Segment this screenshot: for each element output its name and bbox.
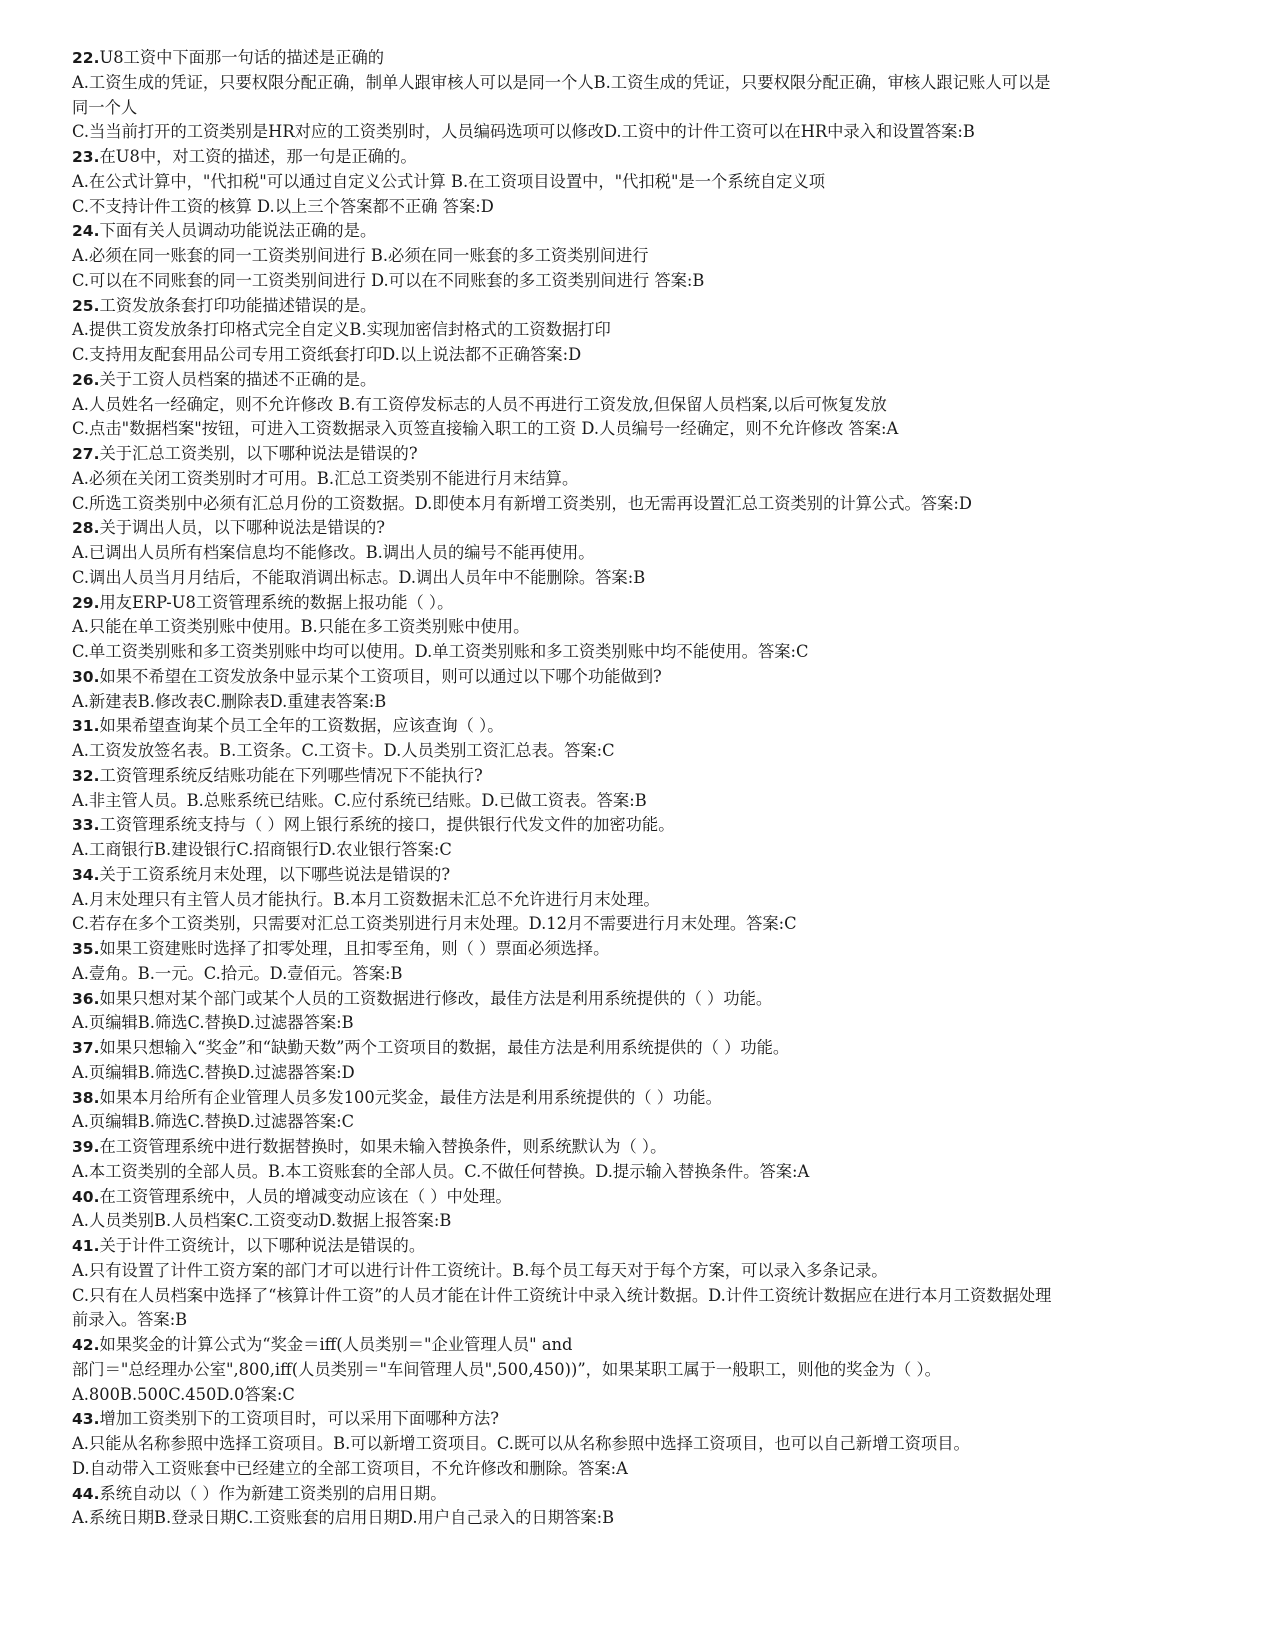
question-number: 22. — [72, 49, 100, 67]
answer-line: C.支持用友配套用品公司专用工资纸套打印D.以上说法都不正确答案:D — [72, 345, 582, 364]
answer-line: C.可以在不同账套的同一工资类别间进行 D.可以在不同账套的多工资类别间进行 答案:B — [72, 270, 705, 290]
answer-line: A.本工资类别的全部人员。B.本工资账套的全部人员。C.不做任何替换。D.提示输入替换条件。答案:A — [72, 1161, 810, 1181]
answer-line: A.只能在单工资类别账中使用。B.只能在多工资类别账中使用。 — [72, 617, 530, 637]
question-27 — [72, 442, 1207, 516]
answer-line: A.月末处理只有主管人员才能执行。B.本月工资数据未汇总不允许进行月末处理。 — [72, 889, 660, 909]
answer-line: A.页编辑B.筛选C.替换D.过滤器答案:D — [72, 1062, 355, 1082]
question-26 — [72, 368, 1207, 442]
answer-line: A.提供工资发放条打印格式完全自定义B.实现加密信封格式的工资数据打印 — [72, 320, 611, 340]
question-number: 44. — [72, 1484, 100, 1503]
question-29 — [72, 591, 1207, 665]
question-text: 34.关于工资系统月末处理，以下哪些说法是错误的? — [72, 864, 451, 884]
question-number: 43. — [72, 1410, 100, 1429]
question-43 — [72, 1407, 1207, 1481]
question-44 — [72, 1482, 1207, 1532]
question-24 — [72, 219, 1207, 293]
answer-line: A.非主管人员。B.总账系统已结账。C.应付系统已结账。D.已做工资表。答案:B — [72, 790, 647, 810]
answer-line: A.页编辑B.筛选C.替换D.过滤器答案:C — [72, 1112, 355, 1132]
question-number: 37. — [72, 1039, 100, 1057]
question-number: 36. — [72, 989, 100, 1008]
question-text: 42.如果奖金的计算公式为“奖金＝iff(人员类别＝"企业管理人员" and — [72, 1335, 573, 1354]
answer-line: A.只有设置了计件工资方案的部门才可以进行计件工资统计。B.每个员工每天对于每个方案，可以录入多条记录。 — [72, 1260, 888, 1280]
question-number: 29. — [72, 593, 100, 612]
question-text: 40.在工资管理系统中，人员的增减变动应该在（ ）中处理。 — [72, 1186, 512, 1206]
question-text: 31.如果希望查询某个员工全年的工资数据，应该查询（ ）。 — [72, 716, 504, 736]
answer-line: A.已调出人员所有档案信息均不能修改。B.调出人员的编号不能再使用。 — [72, 543, 595, 562]
answer-line: C.只有在人员档案中选择了“核算计件工资”的人员才能在计件工资统计中录入统计数据。D.计件工资统计数据应在进行本月工资数据处理 — [72, 1285, 1052, 1305]
question-text: 22.U8工资中下面那一句话的描述是正确的 — [72, 48, 385, 67]
question-text: 24.下面有关人员调动功能说法正确的是。 — [72, 221, 377, 241]
question-number: 35. — [72, 940, 100, 958]
question-number: 30. — [72, 667, 100, 686]
question-text-continued: 部门＝"总经理办公室",800,iff(人员类别＝"车间管理人员",500,450))”，如果某职工属于一般职工，则他的奖金为（ ）。 — [72, 1359, 941, 1379]
question-25 — [72, 294, 1207, 368]
answer-line: C.不支持计件工资的核算 D.以上三个答案都不正确 答案:D — [72, 196, 494, 216]
question-number: 24. — [72, 222, 100, 241]
question-number: 34. — [72, 865, 100, 884]
question-number: 25. — [72, 296, 100, 315]
answer-line: A.系统日期B.登录日期C.工资账套的启用日期D.用户自己录入的日期答案:B — [72, 1508, 615, 1528]
question-38 — [72, 1086, 1207, 1136]
question-text: 43.增加工资类别下的工资项目时，可以采用下面哪种方法? — [72, 1409, 499, 1429]
answer-line: C.所选工资类别中必须有汇总月份的工资数据。D.即使本月有新增工资类别，也无需再设置汇总工资类别的计算公式。答案:D — [72, 493, 972, 513]
question-number: 40. — [72, 1187, 100, 1206]
question-36 — [72, 987, 1207, 1037]
question-number: 41. — [72, 1237, 100, 1255]
question-number: 38. — [72, 1088, 100, 1107]
question-number: 33. — [72, 816, 100, 835]
question-text: 32.工资管理系统反结账功能在下列哪些情况下不能执行? — [72, 765, 483, 785]
answer-line: A.人员姓名一经确定，则不允许修改 B.有工资停发标志的人员不再进行工资发放,但保留人员档案,以后可恢复发放 — [72, 394, 887, 414]
answer-line: C.若存在多个工资类别，只需要对汇总工资类别进行月末处理。D.12月不需要进行月末处理。答案:C — [72, 914, 797, 934]
answer-line: A.壹角。B.一元。C.拾元。D.壹佰元。答案:B — [72, 963, 403, 983]
answer-line: D.自动带入工资账套中已经建立的全部工资项目，不允许修改和删除。答案:A — [72, 1458, 628, 1478]
answer-line: A.必须在同一账套的同一工资类别间进行 B.必须在同一账套的多工资类别间进行 — [72, 246, 649, 265]
question-number: 28. — [72, 519, 100, 538]
question-33 — [72, 813, 1207, 863]
question-number: 32. — [72, 766, 100, 785]
answer-line: A.在公式计算中，"代扣税"可以通过自定义公式计算 B.在工资项目设置中，"代扣税"是一个系统自定义项 — [72, 171, 826, 191]
question-text: 39.在工资管理系统中进行数据替换时，如果未输入替换条件，则系统默认为（ ）。 — [72, 1137, 667, 1156]
question-text: 26.关于工资人员档案的描述不正确的是。 — [72, 369, 377, 389]
answer-line: A.新建表B.修改表C.删除表D.重建表答案:B — [72, 691, 387, 711]
answer-line: C.点击"数据档案"按钮，可进入工资数据录入页签直接输入职工的工资 D.人员编号一经确定，则不允许修改 答案:A — [72, 419, 899, 439]
question-text: 35.如果工资建账时选择了扣零处理，且扣零至角，则（ ）票面必须选择。 — [72, 939, 610, 958]
answer-line: C.调出人员当月月结后，不能取消调出标志。D.调出人员年中不能删除。答案:B — [72, 567, 646, 587]
answer-line: A.页编辑B.筛选C.替换D.过滤器答案:B — [72, 1013, 354, 1033]
answer-line: A.工商银行B.建设银行C.招商银行D.农业银行答案:C — [72, 840, 452, 859]
document-page — [72, 46, 1207, 1531]
question-number: 27. — [72, 445, 100, 463]
question-text: 28.关于调出人员，以下哪种说法是错误的? — [72, 518, 385, 538]
answer-line: A.必须在关闭工资类别时才可用。B.汇总工资类别不能进行月末结算。 — [72, 468, 579, 488]
question-number: 31. — [72, 717, 100, 736]
question-32 — [72, 764, 1207, 814]
question-42 — [72, 1333, 1207, 1407]
question-text: 41.关于计件工资统计，以下哪种说法是错误的。 — [72, 1236, 426, 1255]
answer-line: A.人员类别B.人员档案C.工资变动D.数据上报答案:B — [72, 1211, 452, 1231]
question-number: 26. — [72, 370, 100, 389]
question-23 — [72, 145, 1207, 219]
answer-line: 同一个人 — [72, 97, 138, 117]
question-40 — [72, 1185, 1207, 1235]
question-text: 37.如果只想输入“奖金”和“缺勤天数”两个工资项目的数据，最佳方法是利用系统提供的（ ）功能。 — [72, 1038, 790, 1057]
question-37 — [72, 1036, 1207, 1086]
question-text: 29.用友ERP-U8工资管理系统的数据上报功能（ ）。 — [72, 592, 454, 612]
answer-line: A.工资发放签名表。B.工资条。C.工资卡。D.人员类别工资汇总表。答案:C — [72, 741, 615, 760]
question-30 — [72, 665, 1207, 715]
answer-line: C.当当前打开的工资类别是HR对应的工资类别时，人员编码选项可以修改D.工资中的计件工资可以在HR中录入和设置答案:B — [72, 122, 975, 142]
question-number: 42. — [72, 1336, 100, 1354]
question-28 — [72, 516, 1207, 590]
question-text: 44.系统自动以（ ）作为新建工资类别的启用日期。 — [72, 1483, 447, 1503]
question-text: 23.在U8中，对工资的描述，那一句是正确的。 — [72, 147, 417, 166]
question-text: 30.如果不希望在工资发放条中显示某个工资项目，则可以通过以下哪个功能做到? — [72, 666, 662, 686]
question-text: 25.工资发放条套打印功能描述错误的是。 — [72, 295, 377, 315]
answer-line: A.只能从名称参照中选择工资项目。B.可以新增工资项目。C.既可以从名称参照中选择工资项目，也可以自己新增工资项目。 — [72, 1434, 970, 1453]
question-35 — [72, 937, 1207, 987]
question-text: 36.如果只想对某个部门或某个人员的工资数据进行修改，最佳方法是利用系统提供的（ ）功能。 — [72, 988, 773, 1008]
answer-line: A.800B.500C.450D.0答案:C — [72, 1384, 295, 1404]
question-41 — [72, 1234, 1207, 1333]
question-number: 39. — [72, 1138, 100, 1156]
question-text: 33.工资管理系统支持与（ ）网上银行系统的接口，提供银行代发文件的加密功能。 — [72, 815, 675, 835]
question-34 — [72, 863, 1207, 937]
question-31 — [72, 714, 1207, 764]
question-text: 38.如果本月给所有企业管理人员多发100元奖金，最佳方法是利用系统提供的（ ）功能。 — [72, 1087, 722, 1107]
question-22 — [72, 46, 1207, 145]
question-text: 27.关于汇总工资类别，以下哪种说法是错误的? — [72, 444, 418, 463]
question-39 — [72, 1135, 1207, 1185]
answer-line: C.单工资类别账和多工资类别账中均可以使用。D.单工资类别账和多工资类别账中均不能使用。答案:C — [72, 642, 809, 661]
answer-line: 前录入。答案:B — [72, 1310, 188, 1330]
question-number: 23. — [72, 148, 100, 166]
answer-line: A.工资生成的凭证，只要权限分配正确，制单人跟审核人可以是同一个人B.工资生成的凭证，只要权限分配正确，审核人跟记账人可以是 — [72, 72, 1051, 92]
